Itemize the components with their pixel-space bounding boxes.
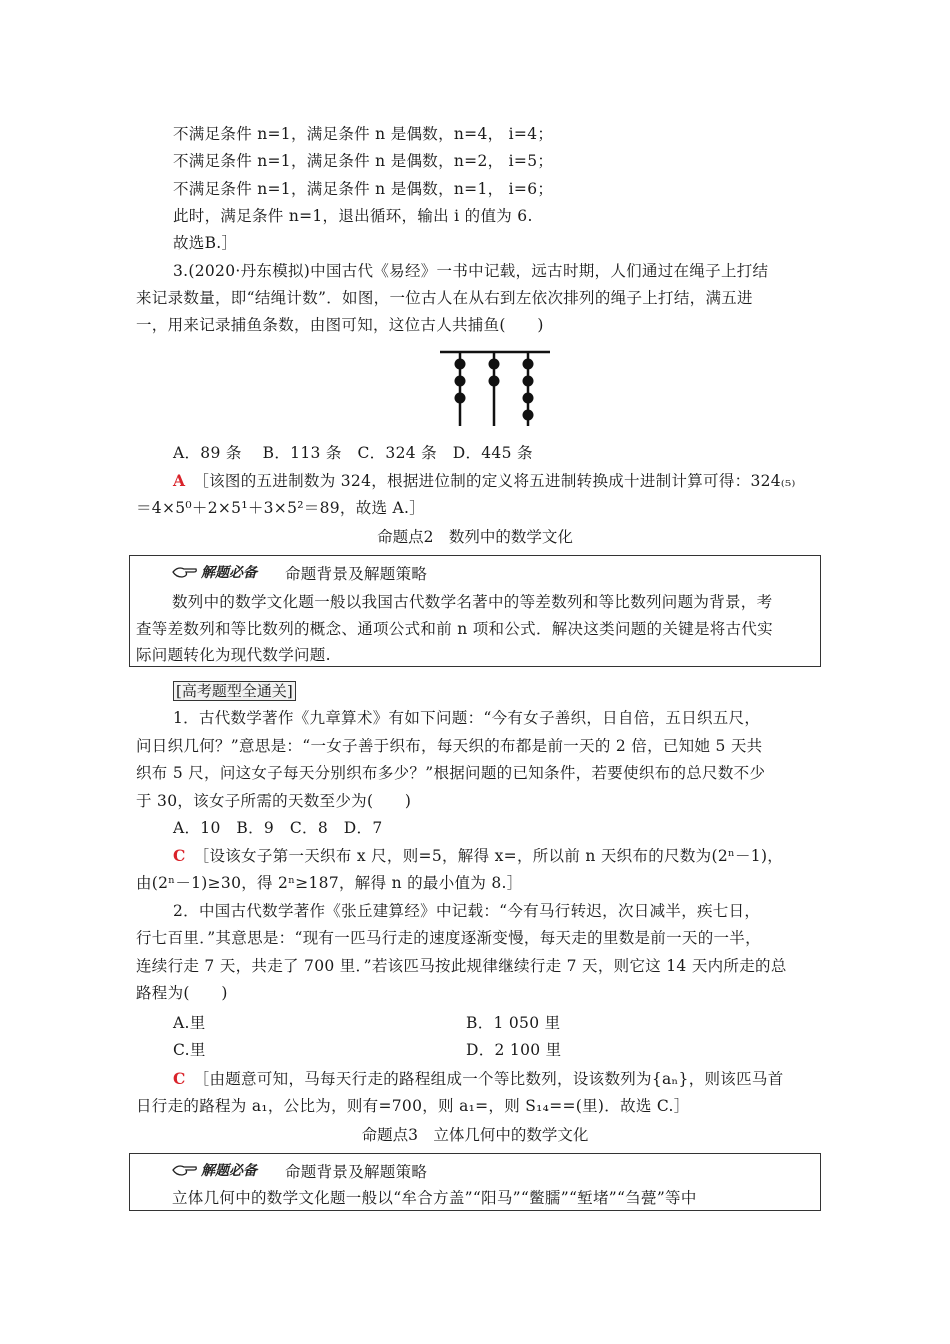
knot	[523, 376, 534, 387]
answer-letter: C	[173, 846, 186, 865]
question-2-text: 路程为( )	[136, 984, 228, 1002]
question-1-options: A．10 B．9 C．8 D．7	[173, 819, 383, 837]
question-1-solution	[173, 846, 783, 866]
question-2-solution	[173, 1069, 784, 1089]
question-3-options: A．89 条 B．113 条 C．324 条 D．445 条	[173, 444, 533, 462]
box-text: 际问题转化为现代数学问题.	[136, 646, 331, 664]
knot	[455, 376, 466, 387]
hand-pointer-icon	[172, 1163, 198, 1177]
question-3-text: 来记录数量，即“结绳计数”．如图，一位古人在从右到左依次排列的绳子上打结，满五进	[136, 289, 753, 307]
strategy-box	[129, 555, 821, 667]
knot	[523, 393, 534, 404]
option-a: A.里	[173, 1014, 206, 1032]
question-1-solution: 由(2ⁿ－1)≥30，得 2ⁿ≥187，解得 n 的最小值为 8.］	[136, 874, 523, 892]
text-line: 此时，满足条件 n=1，退出循环，输出 i 的值为 6.	[173, 207, 533, 225]
knot	[455, 359, 466, 370]
section-title: 命题点3 立体几何中的数学文化	[361, 1126, 589, 1144]
question-3-solution	[173, 471, 796, 491]
question-2-text: 连续行走 7 天，共走了 700 里．”若该匹马按此规律继续行走 7 天，则它这 14 天内所走的总	[136, 957, 787, 975]
knot	[523, 359, 534, 370]
question-2-solution: 日行走的路程为 a₁，公比为，则有=700，则 a₁=，则 S₁₄==(里)．故选 C.］	[136, 1097, 690, 1115]
hand-pointer-icon	[172, 565, 198, 579]
knot	[455, 393, 466, 404]
box-text: 立体几何中的数学文化题一般以“牟合方盖”“阳马”“鳖臑”“堑堵”“刍甍”等中	[172, 1189, 697, 1207]
option-b: B．1 050 里	[466, 1014, 561, 1032]
option-d: D．2 100 里	[466, 1041, 562, 1059]
question-3-solution: ＝4×5⁰＋2×5¹＋3×5²＝89，故选 A.］	[136, 499, 426, 517]
solution-text: ［该图的五进制数为 324，根据进位制的定义将五进制转换成十进制计算可得：324₍₅₎	[193, 472, 796, 490]
text-line: 不满足条件 n=1，满足条件 n 是偶数，n=2， i=5；	[173, 152, 554, 170]
section-tag: [高考题型全通关]	[173, 681, 296, 701]
badge: 解题必备	[172, 1160, 257, 1180]
option-c: C.里	[173, 1041, 206, 1059]
question-3-text: 一，用来记录捕鱼条数，由图可知，这位古人共捕鱼( )	[136, 316, 544, 334]
knot	[489, 376, 500, 387]
question-2-text: 2．中国古代数学著作《张丘建算经》中记载：“今有马行转迟，次日减半，疾七日，	[173, 902, 761, 920]
question-3-text: 3.(2020·丹东模拟)中国古代《易经》一书中记载，远古时期，人们通过在绳子上打结	[173, 262, 769, 280]
text-line: 不满足条件 n=1，满足条件 n 是偶数，n=4， i=4；	[173, 125, 554, 143]
box-text: 数列中的数学文化题一般以我国古代数学名著中的等差数列和等比数列问题为背景，考	[172, 593, 773, 611]
box-text: 查等差数列和等比数列的概念、通项公式和前 n 项和公式．解决这类问题的关键是将古代实	[136, 620, 773, 638]
question-1-text: 织布 5 尺，问这女子每天分别织布多少？”根据问题的已知条件，若要使织布的总尺数不少	[136, 764, 766, 782]
answer-letter: A	[173, 471, 186, 490]
question-1-text: 于 30，该女子所需的天数至少为( )	[136, 792, 412, 810]
answer-letter: C	[173, 1069, 186, 1088]
badge: 解题必备	[172, 562, 257, 582]
text-line: 故选B.］	[173, 234, 238, 252]
strategy-box	[129, 1153, 821, 1211]
knot-rope-figure	[440, 348, 550, 428]
solution-text: ［由题意可知，马每天行走的路程组成一个等比数列，设该数列为{aₙ}，则该匹马首	[193, 1070, 784, 1088]
knot	[489, 359, 500, 370]
question-1-text: 问日织几何？”意思是：“一女子善于织布，每天织的布都是前一天的 2 倍，已知她 5 天共	[136, 737, 763, 755]
box-title: 命题背景及解题策略	[285, 1163, 428, 1181]
solution-text: ［设该女子第一天织布 x 尺，则=5，解得 x=，所以前 n 天织布的尺数为(2ⁿ－1)，	[193, 847, 784, 865]
question-2-text: 行七百里．”其意思是：“现有一匹马行走的速度逐渐变慢，每天走的里数是前一天的一半，	[136, 929, 761, 947]
knot	[523, 410, 534, 421]
text-line: 不满足条件 n=1，满足条件 n 是偶数，n=1， i=6；	[173, 180, 554, 198]
box-title: 命题背景及解题策略	[285, 565, 428, 583]
question-1-text: 1．古代数学著作《九章算术》有如下问题：“今有女子善织，日自倍，五日织五尺，	[173, 709, 761, 727]
section-title: 命题点2 数列中的数学文化	[377, 528, 573, 546]
